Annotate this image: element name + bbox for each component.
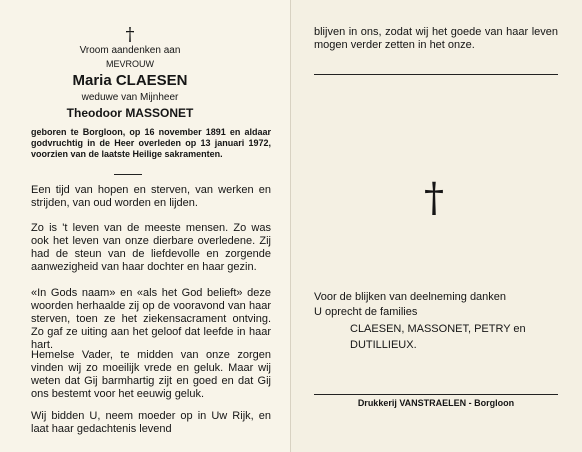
divider-top (314, 74, 558, 75)
divider-short (114, 174, 142, 175)
intro-title: MEVROUW (106, 59, 154, 69)
husband-name: Theodoor MASSONET (66, 106, 194, 120)
paragraph-4: Hemelse Vader, te midden van onze zorgen vinden wij zo moeilijk vrede en geluk. Maar wij weten dat Gij barmhartig zijt en goed en dat Gij ons bestemt voor het eeuwig geluk. (31, 349, 271, 400)
continuation-text: blijven in ons, zodat wij het goede van haar leven mogen verder zetten in het onze. (314, 26, 558, 51)
thanks-line-2: U oprecht de families (314, 306, 418, 318)
families-line-1: CLAESEN, MASSONET, PETRY en (350, 323, 526, 335)
biographical-note: geboren te Borgloon, op 16 november 1891 en aldaar godvruchtig in de Heer overleden op 13 januari 1972, voorzien van de laatste Heilige sakramenten. (31, 127, 271, 159)
cross-icon-large: † (424, 175, 444, 221)
card-fold-line (290, 0, 291, 452)
widow-line: weduwe van Mijnheer (81, 92, 179, 103)
families-line-2: DUTILLIEUX. (350, 339, 417, 351)
printer-credit: Drukkerij VANSTRAELEN - Borgloon (357, 398, 515, 408)
right-panel-background (291, 0, 582, 452)
cross-icon-small: † (125, 24, 135, 45)
paragraph-1: Een tijd van hopen en sterven, van werken en strijden, van oud worden en lijden. (31, 184, 271, 209)
divider-bottom (314, 394, 558, 395)
paragraph-2: Zo is 't leven van de meeste mensen. Zo was ook het leven van onze dierbare overledene. Zij had de steun van de liefdevolle en zorgende aanwezigheid van haar dochter en haar gezin. (31, 222, 271, 273)
thanks-line-1: Voor de blijken van deelneming danken (314, 291, 507, 303)
deceased-name: Maria CLAESEN (72, 72, 188, 89)
paragraph-5: Wij bidden U, neem moeder op in Uw Rijk, en laat haar gedachtenis levend (31, 410, 271, 435)
paragraph-3: «In Gods naam» en «als het God belieft» deze woorden herhaalde zij op de vooravond van haar sterven, toen ze het ziekensacrament ontving. Zo gaf ze uiting aan het geloof dat leefde in haar hart. (31, 287, 271, 351)
intro-line: Vroom aandenken aan (79, 45, 181, 56)
